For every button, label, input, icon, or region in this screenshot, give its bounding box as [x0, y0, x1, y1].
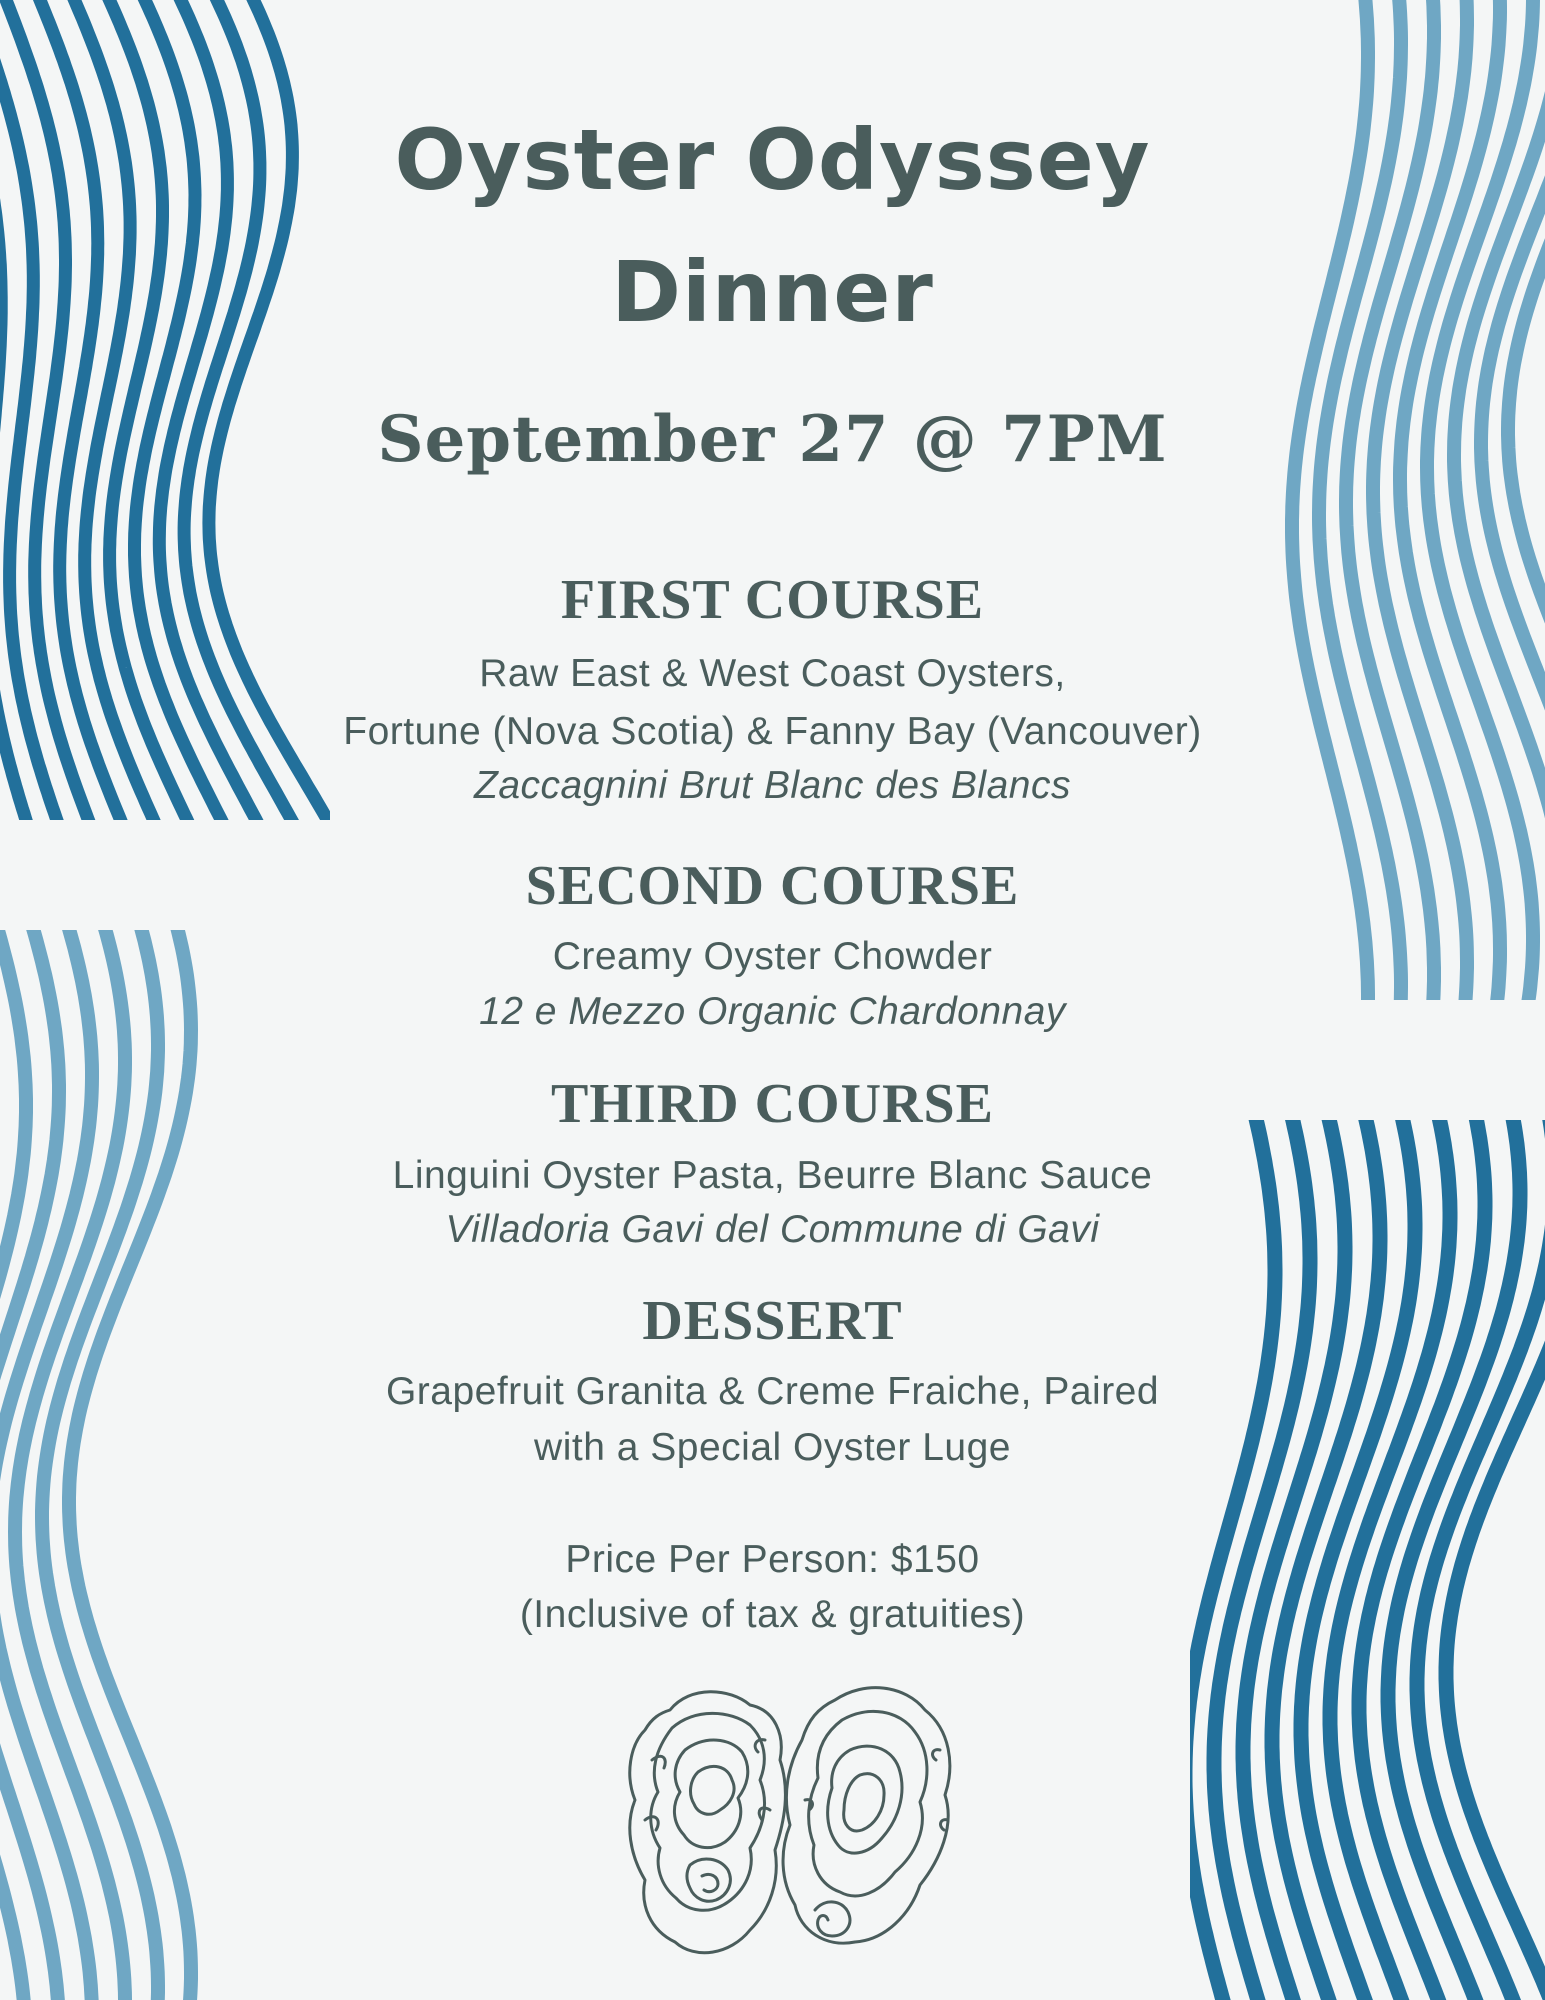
third-course-heading: THIRD COURSE	[551, 1073, 994, 1135]
dessert-line-1: Grapefruit Granita & Creme Fraiche, Paired	[385, 1370, 1160, 1413]
third-course-wine: Villadoria Gavi del Commune di Gavi	[445, 1208, 1100, 1251]
oyster-shells-icon	[610, 1680, 960, 1970]
dessert-heading: DESSERT	[642, 1290, 903, 1352]
second-course-heading: SECOND COURSE	[525, 855, 1020, 917]
price-note: (Inclusive of tax & gratuities)	[519, 1593, 1026, 1636]
event-title-line1: Oyster Odyssey	[394, 111, 1151, 209]
first-course-heading: FIRST COURSE	[560, 569, 985, 631]
second-course-line-1: Creamy Oyster Chowder	[552, 935, 993, 978]
second-course-wine: 12 e Mezzo Organic Chardonnay	[479, 990, 1066, 1033]
event-title-line2: Dinner	[611, 243, 934, 341]
first-course-line-2: Fortune (Nova Scotia) & Fanny Bay (Vancouver)	[343, 710, 1202, 753]
first-course-line-1: Raw East & West Coast Oysters,	[479, 652, 1066, 695]
price-per-person: Price Per Person: $150	[565, 1538, 980, 1581]
third-course-line-1: Linguini Oyster Pasta, Beurre Blanc Sauce	[392, 1154, 1153, 1197]
event-date: September 27 @ 7PM	[377, 402, 1168, 477]
dessert-line-2: with a Special Oyster Luge	[534, 1426, 1011, 1469]
first-course-wine: Zaccagnini Brut Blanc des Blancs	[474, 764, 1071, 807]
